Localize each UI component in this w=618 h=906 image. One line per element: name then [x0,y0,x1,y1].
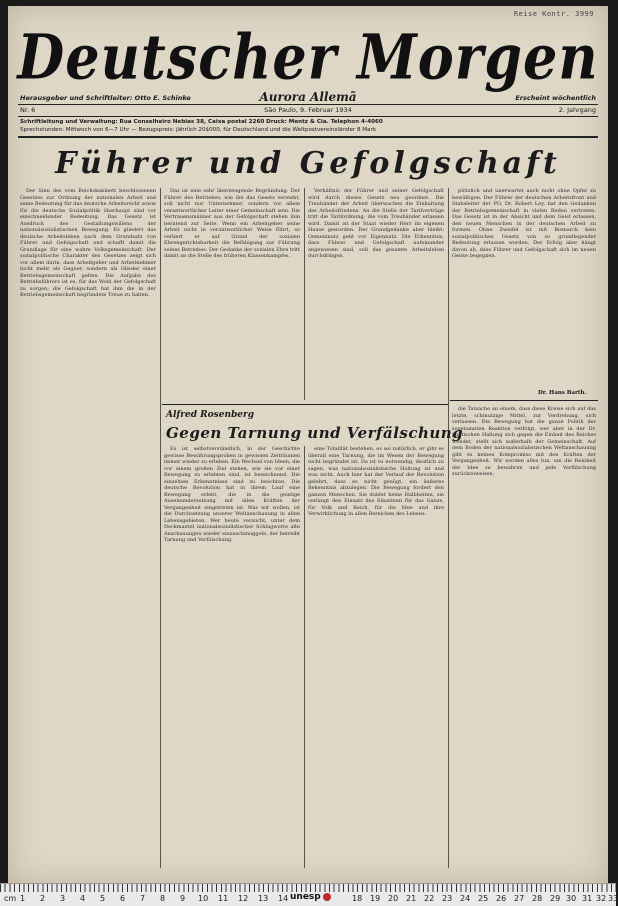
masthead-title: Deutscher Morgen [17,20,599,94]
article1-col1 [20,188,156,868]
ruler-num: 3 [60,894,66,903]
column-divider [160,188,161,868]
column-divider [448,188,449,868]
frequency-line: Erscheint wöchentlich [515,94,596,102]
unesp-logo-icon [323,893,331,901]
rule-mid [18,116,598,117]
unesp-logo-text: unesp [290,892,321,902]
ruler-num: 2 [40,894,46,903]
main-headline: Führer und Gefolgschaft [55,146,561,181]
column-divider [304,188,305,400]
ruler-num: 30 [566,894,577,903]
rule-bottom [18,136,598,138]
ruler-num: 33 [608,894,618,903]
article1-col4 [452,188,596,388]
rule-top [18,104,598,105]
ruler-num: 28 [532,894,543,903]
article2-col3-text: die Tatsache an einem, dass diese Kreise sich auf das letzte, schmutzige Mittel, zur Verdrehung, sich verlassen. Die Bewegung hat die ganze Politik der sogenannten Reaktion verfolgt, wer aber in der Dr. politischen Haltung sich gegen die Einheit des Reiches wendet, stellt sich außerhalb der Gemeinschaft. Auf dem Boden der nationalsozialistischen Weltanschauung gibt es keinen Kompromiss mit den Kräften der Vergangenheit. Wir werden alles tun, um die Reinheit der Idee zu bewahren und jede Verfälschung zurückzuweisen. [452,406,596,477]
scan-ruler [0,883,616,906]
info-line-1: Schriftleitung und Verwaltung: Rua Conselheiro Nebias 38, Caixa postal 2260 Druck: Mentz & Cia. Telephon 4-4060 [20,119,383,125]
article1-col3 [308,188,444,400]
issue-number: Nr. 6 [20,106,36,114]
publisher-line: Herausgeber und Schriftleiter: Otto E. Schinke [20,94,191,102]
ruler-num: 21 [406,894,417,903]
article2-author: Alfred Rosenberg [166,410,255,420]
ruler-num: 14 [278,894,289,903]
ruler-num: 12 [238,894,249,903]
ruler-num: 9 [180,894,186,903]
article2-title: Gegen Tarnung und Verfälschung [166,424,464,442]
article2-col3 [452,406,596,868]
ruler-num: 20 [388,894,399,903]
ruler-num: 26 [496,894,507,903]
ruler-num: 13 [258,894,269,903]
column-divider [304,446,305,868]
ruler-num: 22 [424,894,435,903]
article1-col4-text: plötzlich und unerwartet auch nicht ohne Opfer zu bewältigen. Der Führer der deutschen Arbeitsfront und Stabsleiter der PO, Dr. Robert Ley, hat den Gedanken der Betriebsgemeinschaft in vielen Reden vertreten. Das Gesetz ist in der Absicht und dem Geist erlassen, den neuen Menschen in der deutschen Arbeit zu formen. Ohne Zweifel ist mit Bismarck kein sozialpolitisches Gesetz von so grundlegender Bedeutung erlassen worden. Der Erfolg aber hängt davon ab, dass Führer und Gefolgschaft sich im neuen Geiste begegnen. [452,188,596,259]
ruler-num: 1 [20,894,26,903]
ruler-unit: cm [4,894,17,903]
ruler-num: 11 [218,894,229,903]
ruler-num: 31 [582,894,593,903]
article2-col2-text: eine Totalität bestehen, es sei natürlich, er gibt es überall eine Tarnung, die im Wesen der Bewegung nicht begründet ist. Da ist es notwendig, deutlich zu sagen, was nationalsozialistische Haltung ist und was nicht. Auch hier hat der Verlauf der Revolution gelehrt, dass es nicht genügt, ein äußeres Bekenntnis abzulegen. Die Bewegung fordert den ganzen Menschen. Sie duldet keine Halbheiten, sie verlangt den Einsatz des Einzelnen für das Ganze, für Volk und Reich, für die Idee und ihre Verwirklichung in allen Bereichen des Lebens. [308,446,444,517]
ruler-num: 10 [198,894,209,903]
ruler-num: 27 [514,894,525,903]
ruler-num: 24 [460,894,471,903]
ruler-ticks [0,884,616,892]
issue-date: São Paulo, 9. Februar 1934 [264,106,352,114]
archive-stamp: Reise Kontr. 3999 [513,10,594,18]
ruler-num: 32 [596,894,607,903]
newspaper-page [8,6,608,884]
ruler-num: 29 [550,894,561,903]
ruler-num: 5 [100,894,106,903]
article2-col1-text: Es ist selbstverständlich, in der Geschichte gewisse Bewährungsproben in gewissen Zeiträumen immer wieder zu erleben. Ein Wechsel von Ideen, die vor einem großen Ziel stehen, wie sie vor einer Bewegung zu erlebten sind, ist bezeichnend. Die einzelnen Erkenntnisse sind zu beachten. Die deutsche Revolution hat in ihrem Lauf eine Bewegung erlebt, die in die geistige Auseinandersetzung mit allen Kräften der Vergangenheit eingetreten ist. Was wir wollen, ist die Durchsetzung unserer Weltanschauung in allen Lebensgebieten. Wer heute versucht, unter dem Deckmantel nationalsozialistischer Schlagworte alte Anschauungen wieder einzuschmuggeln, der betreibt Tarnung und Verfälschung. [164,446,301,543]
issue-year: 2. Jahrgang [558,106,596,114]
article1-col3-text: Verhältnis der Führer und seiner Gefolgschaft wird durch dieses Gesetz neu geordnet. Die Treuhänder der Arbeit überwachen die Einhaltung des Arbeitsfriedens. An die Stelle der Tarifverträge tritt die Tarifordnung, die vom Treuhänder erlassen wird. Damit ist der Staat wieder Herr im eigenen Hause geworden. Der Grundgedanke aber bleibt: Gemeinnutz geht vor Eigennutz. Die Erkenntnis, dass Führer und Gefolgschaft aufeinander angewiesen sind, soll das gesamte Arbeitsleben durchdringen. [308,188,444,259]
subhead [20,86,596,102]
info-block [20,118,596,134]
ruler-num: 6 [120,894,126,903]
info-line-2: Sprechstunden: Mittwoch von 6—7 Uhr — Bezugspreis: jährlich 20$000, für Deutschland und die Weltpostvereinsländer 8 Mark [20,127,377,133]
ruler-num: 25 [478,894,489,903]
article2-col2 [308,446,444,868]
article1-col1-text: Der Sinn des vom Reichskabinett beschlossenen Gesetzes zur Ordnung der nationalen Arbeit und seine Bedeutung für das deutsche Arbeitsrecht sowie für die deutsche Sozialpolitik überhaupt sind vor einschneidender Bedeutung. Das Gesetz ist Ausdruck des Gestaltungswillens der nationalsozialistischen Bewegung. Es gliedert das deutsche Arbeitsleben nach dem Grundsatz von Führer und Gefolgschaft und schafft damit die Grundlage für eine wahre Volksgemeinschaft. Der sozialpolitische Charakter des Gesetzes zeigt sich vor allem darin, dass Arbeitgeber und Arbeitnehmer nicht mehr als Gegner, sondern als Glieder einer Betriebsgemeinschaft gelten. Die Aufgabe des Betriebsführers ist es, für das Wohl der Gefolgschaft zu sorgen; die Gefolgschaft hat ihm die in der Betriebsgemeinschaft begründete Treue zu halten. [20,188,156,298]
article1-col2 [164,188,300,400]
article-separator-right [450,400,598,401]
article1-signature: Dr. Hans Barth. [538,390,587,396]
subtitle: Aurora Allemã [259,90,357,104]
unesp-logo [290,892,331,902]
ruler-num: 8 [160,894,166,903]
ruler-num: 4 [80,894,86,903]
article2-col1 [164,446,300,868]
ruler-num: 23 [442,894,453,903]
article-separator [162,404,448,405]
ruler-num: 18 [352,894,363,903]
ruler-num: 7 [140,894,146,903]
ruler-num: 19 [370,894,381,903]
article1-col2-text: Das ist eine sehr überzeugende Begründung. Der Führer des Betriebes, wie ihn das Gesetz versteht, soll nicht nur Unternehmer, sondern vor allem verantwortlicher Leiter einer Gemeinschaft sein. Die Vertrauensmänner aus der Gefolgschaft stehen ihm beratend zur Seite. Wenn ein Arbeitgeber seine Arbeit nicht in verantwortlicher Weise führt, so verliert er auf Grund der sozialen Ehrengerichtsbarkeit die Befähigung zur Führung seines Betriebes. Der Gedanke der sozialen Ehre tritt damit an die Stelle des früheren Klassenkampfes. [164,188,300,259]
